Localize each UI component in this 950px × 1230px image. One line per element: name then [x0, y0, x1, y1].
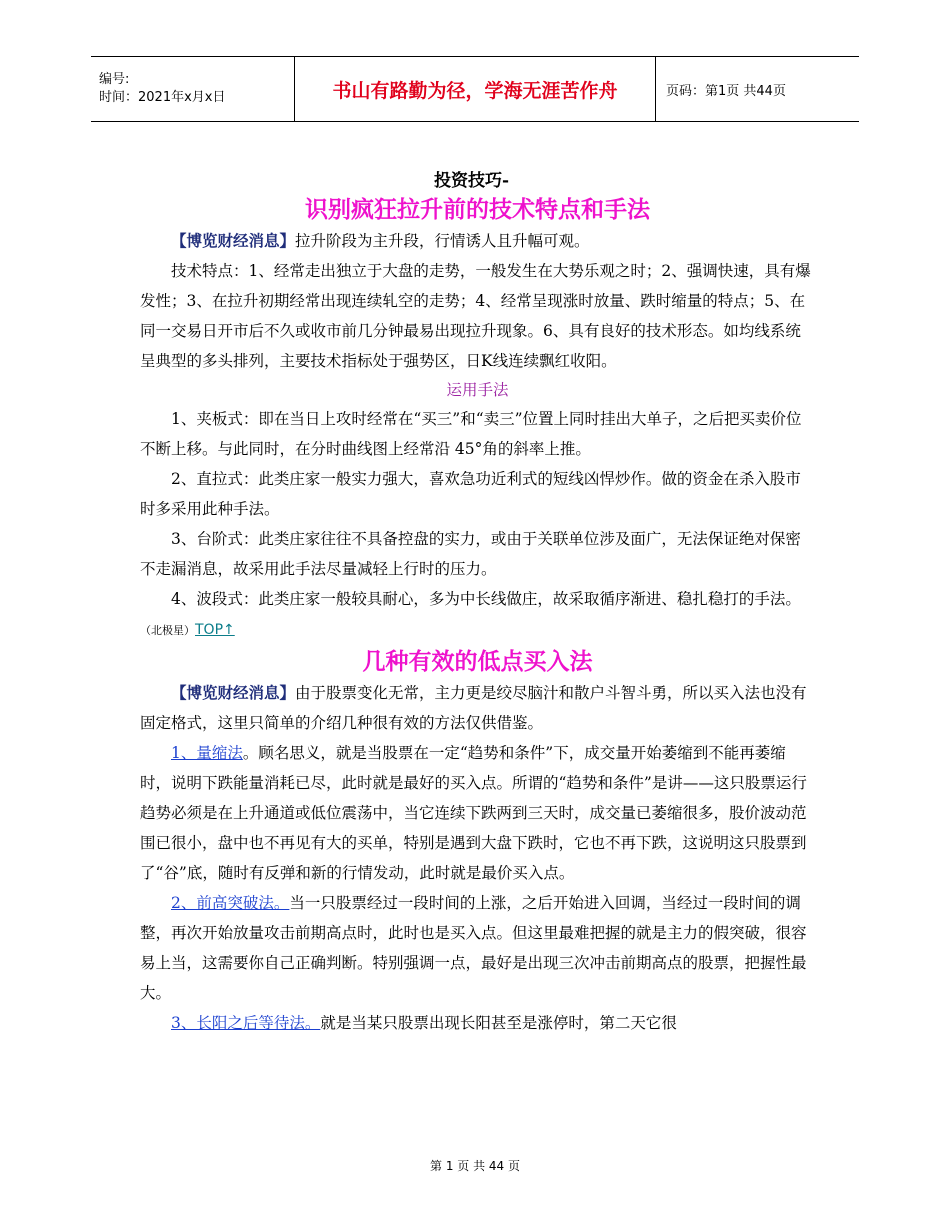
method-link-2[interactable]: 2、前高突破法。: [171, 894, 290, 912]
section-subtitle: 运用手法: [446, 381, 509, 399]
number-label: 编号:: [99, 72, 130, 87]
paragraph-text: 。顾名思义，就是当股票在一定“趋势和条件”下，成交量开始萎缩到不能再萎缩时，说明下跌能量消耗已尽，此时就是最好的买入点。所谓的“趋势和条件”是讲——这只股票运行趋势必须是在上升通道或低位震荡中，当它连续下跌两到三天时，成交量已萎缩很多，股价波动范围已很小，盘中也不再见有大的买单，特别是遇到大盘下跌时，它也不再下跌，这说明这只股票到了“谷”底，随时有反弹和新的行情发动，此时就是最价买入点。: [140, 744, 807, 882]
header-meta: [91, 57, 295, 122]
paragraph-intro-1: [140, 226, 815, 256]
article-title-2: 几种有效的低点买入法: [362, 648, 593, 675]
paragraph-text: 就是当某只股票出现长阳甚至是涨停时，第二天它很: [320, 1014, 677, 1032]
paragraph-method-1: 1、夹板式：即在当日上攻时经常在“买三”和“卖三”位置上同时挂出大单子，之后把买卖价位不断上移。与此同时，在分时曲线图上经常沿 45°角的斜率上推。: [140, 410, 802, 458]
paragraph-intro-2: [140, 678, 815, 738]
paragraph-volume-shrink: [140, 738, 815, 888]
article-title-1: 识别疯狂拉升前的技术特点和手法: [305, 196, 650, 223]
page-header: [91, 56, 859, 122]
paragraph-text: 拉升阶段为主升段，行情诱人且升幅可观。: [295, 232, 590, 250]
header-page-label: 页码：第1页 共44页: [656, 57, 860, 122]
source-tag: 【博览财经消息】: [171, 683, 296, 702]
source-note: （北极星）: [140, 624, 195, 637]
paragraph-text: 4、波段式：此类庄家一般较具耐心，多为中长线做庄，故采取循序渐进、稳扎稳打的手法。: [171, 590, 801, 608]
method-link-1[interactable]: 1、量缩法: [171, 744, 243, 762]
time-label: 时间：2021年x月x日: [99, 90, 226, 105]
paragraph-method-3: 3、台阶式：此类庄家往往不具备控盘的实力，或由于关联单位涉及面广，无法保证绝对保密不走漏消息，故采用此手法尽量减轻上行时的压力。: [140, 530, 801, 578]
page-footer: 第 1 页 共 44 页: [430, 1159, 520, 1173]
paragraph-text: 由于股票变化无常，主力更是绞尽脑汁和散户斗智斗勇，所以买入法也没有固定格式，这里只简单的介绍几种很有效的方法仅供借鉴。: [140, 684, 807, 732]
paragraph-text: 当一只股票经过一段时间的上涨，之后开始进入回调，当经过一段时间的调整，再次开始放量攻击前期高点时，此时也是买入点。但这里最难把握的就是主力的假突破，很容易上当，这需要你自己正确判断。特别强调一点，最好是出现三次冲击前期高点的股票，把握性最大。: [140, 894, 807, 1002]
paragraph-method-2: 2、直拉式：此类庄家一般实力强大，喜欢急功近利式的短线凶悍炒作。做的资金在杀入股市时多采用此种手法。: [140, 470, 801, 518]
header-motto: 书山有路勤为径，学海无涯苦作舟: [295, 57, 656, 122]
paragraph-long-yang: [140, 1008, 815, 1038]
paragraph-method-4: [140, 584, 815, 646]
paragraph-tech-features: 技术特点：1、经常走出独立于大盘的走势，一般发生在大势乐观之时；2、强调快速，具有爆发性；3、在拉升初期经常出现连续轧空的走势；4、经常呈现涨时放量、跌时缩量的特点；5、在同一交易日开市后不久或收市前几分钟最易出现拉升现象。6、具有良好的技术形态。如均线系统呈典型的多头排列，主要技术指标处于强势区，日K线连续飘红收阳。: [140, 262, 811, 370]
source-tag: 【博览财经消息】: [171, 231, 296, 250]
method-link-3[interactable]: 3、长阳之后等待法。: [171, 1014, 321, 1032]
paragraph-breakout: [140, 888, 815, 1008]
document-body: [140, 168, 815, 1038]
pre-title: 投资技巧-: [433, 171, 510, 191]
top-link[interactable]: TOP↑: [195, 622, 235, 638]
